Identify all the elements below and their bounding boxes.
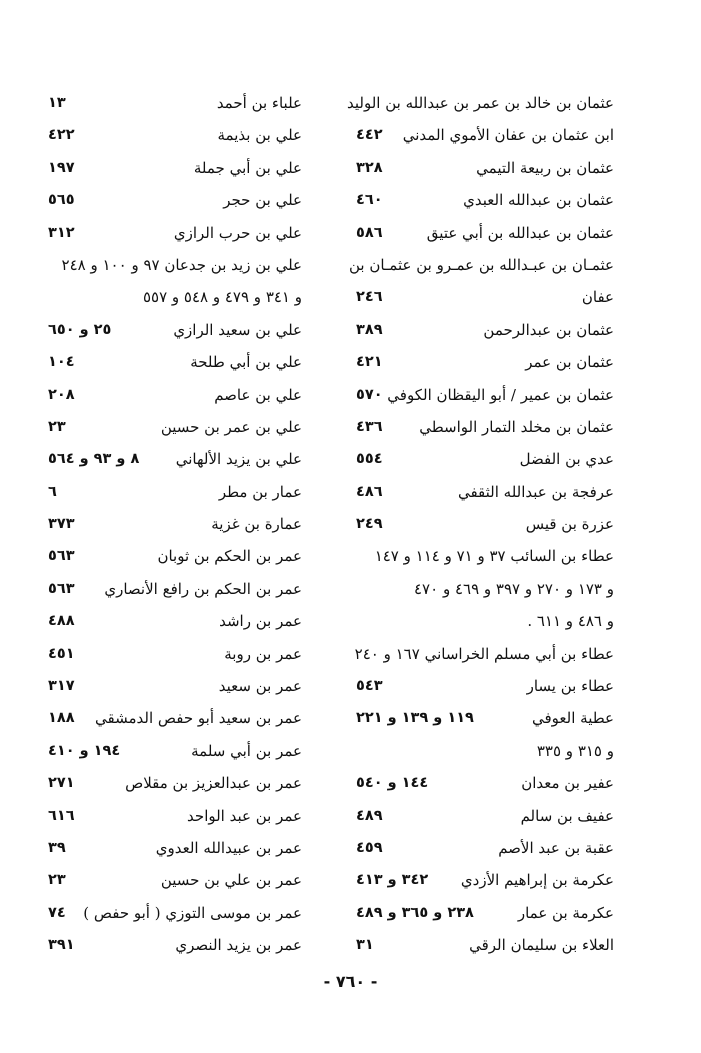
index-entry: عمر بن يزيد النصري ٣٩١ bbox=[48, 936, 302, 955]
index-entry: عمر بن عبيدالله العدوي ٣٩ bbox=[48, 838, 302, 857]
index-entry: علي بن حجر ٥٦٥ bbox=[48, 191, 302, 210]
index-entry: عمر بن عبد الواحد ٦١٦ bbox=[48, 806, 302, 825]
index-entry: عثمان بن خالد بن عمر بن عبدالله بن الوليد bbox=[347, 94, 614, 112]
index-entry: العلاء بن سليمان الرقي ٣١ bbox=[356, 936, 614, 955]
index-entry: علي بن سعيد الرازي ٢٥ و ٦٥٠ bbox=[48, 320, 302, 339]
index-column-right bbox=[348, 87, 614, 962]
index-entry: عطية العوفي ١١٩ و ١٣٩ و ٢٢١ bbox=[356, 709, 614, 728]
index-entry: و ٣١٥ و ٣٣٥ bbox=[536, 741, 614, 760]
index-entry: عمر بن الحكم بن ثوبان ٥٦٣ bbox=[48, 547, 302, 566]
index-entry: عمر بن روبة ٤٥١ bbox=[48, 644, 302, 663]
index-entry: عثمان بن عمر ٤٢١ bbox=[356, 353, 614, 372]
index-entry: عثمان بن ربيعة التيمي ٣٢٨ bbox=[356, 158, 614, 177]
index-entry: علي بن أبي طلحة ١٠٤ bbox=[48, 353, 302, 372]
index-entry: عقبة بن عبد الأصم ٤٥٩ bbox=[356, 838, 614, 857]
index-entry: علي بن زيد بن جدعان ٩٧ و ١٠٠ و ٢٤٨ bbox=[61, 255, 302, 274]
index-entry: عفان ٢٤٦ bbox=[356, 288, 614, 307]
index-column-left bbox=[40, 87, 302, 962]
index-entry: عدي بن الفضل ٥٥٤ bbox=[356, 450, 614, 469]
index-entry: علي بن أبي جملة ١٩٧ bbox=[48, 158, 302, 177]
index-entry: عمر بن سعيد أبو حفص الدمشقي ١٨٨ bbox=[48, 709, 302, 728]
index-entry: عكرمة بن إبراهيم الأزدي ٣٤٢ و ٤١٣ bbox=[356, 871, 614, 890]
index-entry: علي بن بذيمة ٤٢٢ bbox=[48, 126, 302, 145]
index-entry: عطاء بن السائب ٣٧ و ٧١ و ١١٤ و ١٤٧ bbox=[374, 547, 614, 566]
index-entry: عمر بن موسى التوزي ( أبو حفص ) ٧٤ bbox=[48, 903, 302, 922]
index-entry: عثمان بن عبدالرحمن ٣٨٩ bbox=[356, 320, 614, 339]
index-entry: و ٤٨٦ و ٦١١ . bbox=[527, 612, 614, 631]
index-entry: علي بن عمر بن حسين ٢٣ bbox=[48, 417, 302, 436]
index-entry: علي بن يزيد الألهاني ٨ و ٩٣ و ٥٦٤ bbox=[48, 450, 302, 469]
index-entry: عمر بن سعيد ٣١٧ bbox=[48, 677, 302, 696]
index-entry: عمار بن مطر ٦ bbox=[48, 482, 302, 501]
index-entry: عثمان بن عمير / أبو اليقظان الكوفي ٥٧٠ bbox=[356, 385, 614, 404]
index-entry: عفير بن معدان ١٤٤ و ٥٤٠ bbox=[356, 774, 614, 793]
index-entry: علباء بن أحمد ١٣ bbox=[48, 94, 302, 112]
index-entry: عمارة بن غزية ٣٧٣ bbox=[48, 515, 302, 534]
page-number: - ٧٦٠ - bbox=[323, 972, 378, 991]
index-entry: عمر بن الحكم بن رافع الأنصاري ٥٦٣ bbox=[48, 579, 302, 598]
index-entry: عثمان بن عبدالله العبدي ٤٦٠ bbox=[356, 191, 614, 210]
index-entry: عزرة بن قيس ٢٤٩ bbox=[356, 515, 614, 534]
index-entry: عمر بن راشد ٤٨٨ bbox=[48, 612, 302, 631]
index-entry: عرفجة بن عبدالله الثقفي ٤٨٦ bbox=[356, 482, 614, 501]
index-entry: علي بن عاصم ٢٠٨ bbox=[48, 385, 302, 404]
index-entry: و ٣٤١ و ٤٧٩ و ٥٤٨ و ٥٥٧ bbox=[142, 288, 302, 307]
index-entry: عثمان بن عبدالله بن أبي عتيق ٥٨٦ bbox=[356, 223, 614, 242]
index-entry: عمر بن أبي سلمة ١٩٤ و ٤١٠ bbox=[48, 741, 302, 760]
index-entry: و ١٧٣ و ٢٧٠ و ٣٩٧ و ٤٦٩ و ٤٧٠ bbox=[414, 579, 614, 598]
index-entry: عكرمة بن عمار ٢٣٨ و ٣٦٥ و ٤٨٩ bbox=[356, 903, 614, 922]
index-entry: عثمـان بن عبـدالله بن عمـرو بن عثمـان بن bbox=[348, 255, 614, 274]
index-entry: عثمان بن مخلد التمار الواسطي ٤٣٦ bbox=[356, 417, 614, 436]
index-entry: عفيف بن سالم ٤٨٩ bbox=[356, 806, 614, 825]
index-entry: عطاء بن أبي مسلم الخراساني ١٦٧ و ٢٤٠ bbox=[354, 644, 614, 663]
index-entry: عطاء بن يسار ٥٤٣ bbox=[356, 677, 614, 696]
index-entry: ابن عثمان بن عفان الأموي المدني ٤٤٢ bbox=[356, 126, 614, 145]
index-entry: علي بن حرب الرازي ٣١٢ bbox=[48, 223, 302, 242]
index-entry: عمر بن عبدالعزيز بن مقلاص ٢٧١ bbox=[48, 774, 302, 793]
index-entry: عمر بن علي بن حسين ٢٣ bbox=[48, 871, 302, 890]
